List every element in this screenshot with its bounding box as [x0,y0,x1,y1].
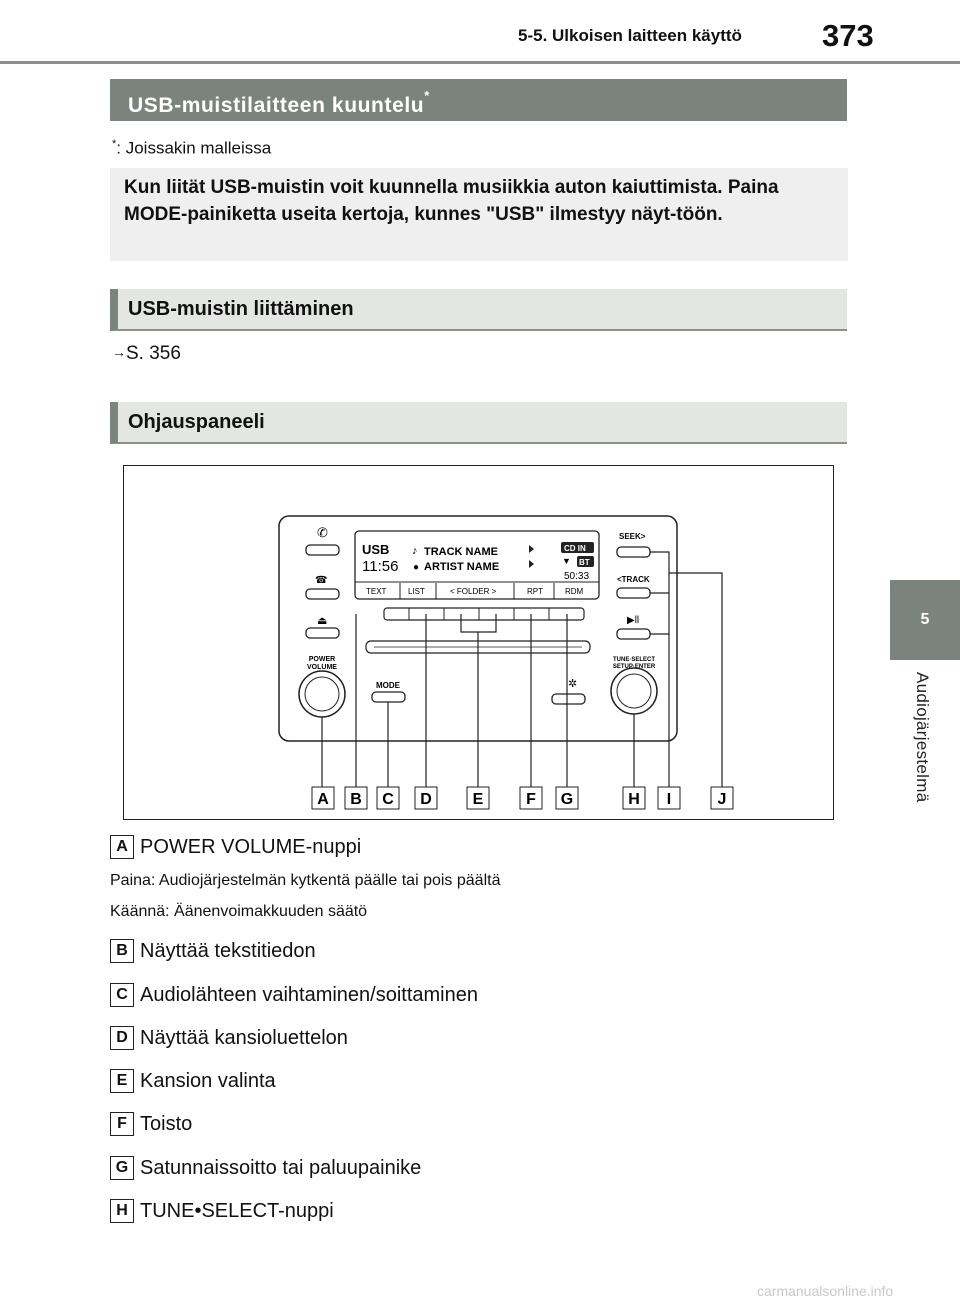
description-badge: A [110,835,134,859]
control-panel-illustration [124,466,833,819]
callout-g [556,787,578,809]
mode-label: MODE [376,681,400,690]
bt-label: BT [579,558,590,567]
play-arrow-icon [529,545,534,553]
callout-a [312,787,334,809]
tune-select-knob-inner [617,674,651,708]
callout-d [415,787,437,809]
signal-icon: ▼ [562,556,571,566]
callout-f [520,787,542,809]
phone-button[interactable] [306,545,339,555]
description-a [110,835,361,861]
soft-key-label: RPT [527,587,543,596]
page-reference-text: S. 356 [126,343,181,364]
track-button[interactable] [617,588,650,598]
eject-icon: ⏏ [317,615,328,627]
page-reference[interactable] [112,343,181,365]
description-e [110,1069,276,1095]
callout-h [623,787,645,809]
callout-label: G [560,791,574,808]
description-text: Audiolähteen vaihtaminen/soittaminen [140,983,478,1006]
callout-label: D [420,791,432,808]
description-d [110,1026,348,1052]
footer-watermark: carmanualsonline.info [757,1283,894,1299]
person-icon: ● [413,562,420,573]
description-text: Satunnaissoitto tai paluupainike [140,1156,422,1179]
footnote-marker: * [112,138,117,150]
description-badge: B [110,939,134,963]
hangup-button[interactable] [306,589,339,599]
callout-label: J [717,791,727,808]
soft-key-label: LIST [408,587,425,596]
tune-select-knob[interactable] [611,668,657,714]
callout-label: I [666,791,672,808]
section-heading-panel: Ohjauspaneeli [110,402,847,444]
description-text: POWER VOLUME-nuppi [140,835,362,858]
chapter-label: Audiojärjestelmä [913,672,932,803]
volume-label: VOLUME [307,664,337,671]
tune-select-label: TUNE·SELECT [613,657,655,663]
power-label: POWER [308,656,336,663]
display-counter: 50:33 [564,571,590,582]
callout-b [345,787,367,809]
track-label: <TRACK [617,575,650,584]
display-track: TRACK NAME [424,546,498,558]
play-pause-button[interactable] [617,629,650,639]
header-section-title: 5-5. Ulkoisen laitteen käyttö [518,26,742,45]
setup-enter-label: SETUP·ENTER [612,664,656,670]
description-text: Kansion valinta [140,1069,276,1092]
main-title [110,79,847,121]
callout-label: B [350,791,362,808]
power-volume-knob[interactable] [299,671,345,717]
hangup-icon: ☎ [315,575,328,586]
intro-text: Kun liität USB-muistin voit kuunnella musiikkia auton kaiuttimista. Paina MODE-painiketta useita kertoja, kunnes "USB" ilmestyy näyt-töön. [124,177,779,225]
description-badge: C [110,983,134,1007]
cd-in-label: CD IN [564,544,586,553]
arrow-right-icon: → [112,344,126,360]
description-detail: Käännä: Äänenvoimakkuuden säätö [110,903,368,920]
description-badge: H [110,1199,134,1223]
play-pause-icon: ▶ll [627,615,640,626]
description-badge: F [110,1112,134,1136]
description-f [110,1112,192,1138]
description-badge: D [110,1026,134,1050]
callout-i [658,787,680,809]
seek-label: SEEK> [619,532,646,541]
power-volume-knob-inner [305,677,339,711]
eject-button[interactable] [306,628,339,638]
callout-label: H [628,791,640,808]
description-b [110,939,316,965]
control-panel-diagram [123,465,834,820]
display-artist: ARTIST NAME [424,561,500,573]
callout-label: E [472,791,484,808]
phone-icon: ✆ [317,525,328,540]
callout-label: F [526,791,536,808]
soft-key-label: < FOLDER > [450,587,497,596]
footnote-text: : Joissakin malleissa [116,138,272,158]
callout-c [377,787,399,809]
description-detail: Paina: Audiojärjestelmän kytkentä päälle tai pois päältä [110,872,501,889]
description-badge: G [110,1156,134,1180]
page-number: 373 [822,18,874,53]
callout-j [711,787,733,809]
description-text: Näyttää tekstitiedon [140,939,316,962]
description-h [110,1199,334,1225]
callout-label: C [382,791,394,808]
chapter-number: 5 [920,611,930,628]
description-text: TUNE•SELECT-nuppi [140,1199,334,1222]
footnote [112,138,271,159]
brightness-button[interactable] [552,694,585,704]
chapter-tab[interactable] [890,580,960,660]
section-heading-connect: USB-muistin liittäminen [110,289,847,331]
soft-key-button-row[interactable] [384,608,584,620]
mode-button[interactable] [372,692,405,702]
soft-key-label: TEXT [366,587,387,596]
display-source: USB [362,542,390,557]
description-text: Toisto [140,1112,193,1135]
callout-e [467,787,489,809]
description-c [110,983,478,1009]
main-title-marker: * [424,88,430,103]
display-time: 11:56 [362,558,399,575]
soft-key-label: RDM [565,587,584,596]
note-icon: ♪ [412,545,418,557]
brightness-icon: ✲ [568,678,578,690]
header-rule [0,61,960,64]
description-badge: E [110,1069,134,1093]
seek-button[interactable] [617,547,650,557]
intro-box [110,168,848,261]
callout-label: A [317,791,329,808]
description-text: Näyttää kansioluettelon [140,1026,348,1049]
play-arrow-icon [529,560,534,568]
description-g [110,1156,421,1182]
main-title-text: USB-muistilaitteen kuuntelu [128,94,425,117]
